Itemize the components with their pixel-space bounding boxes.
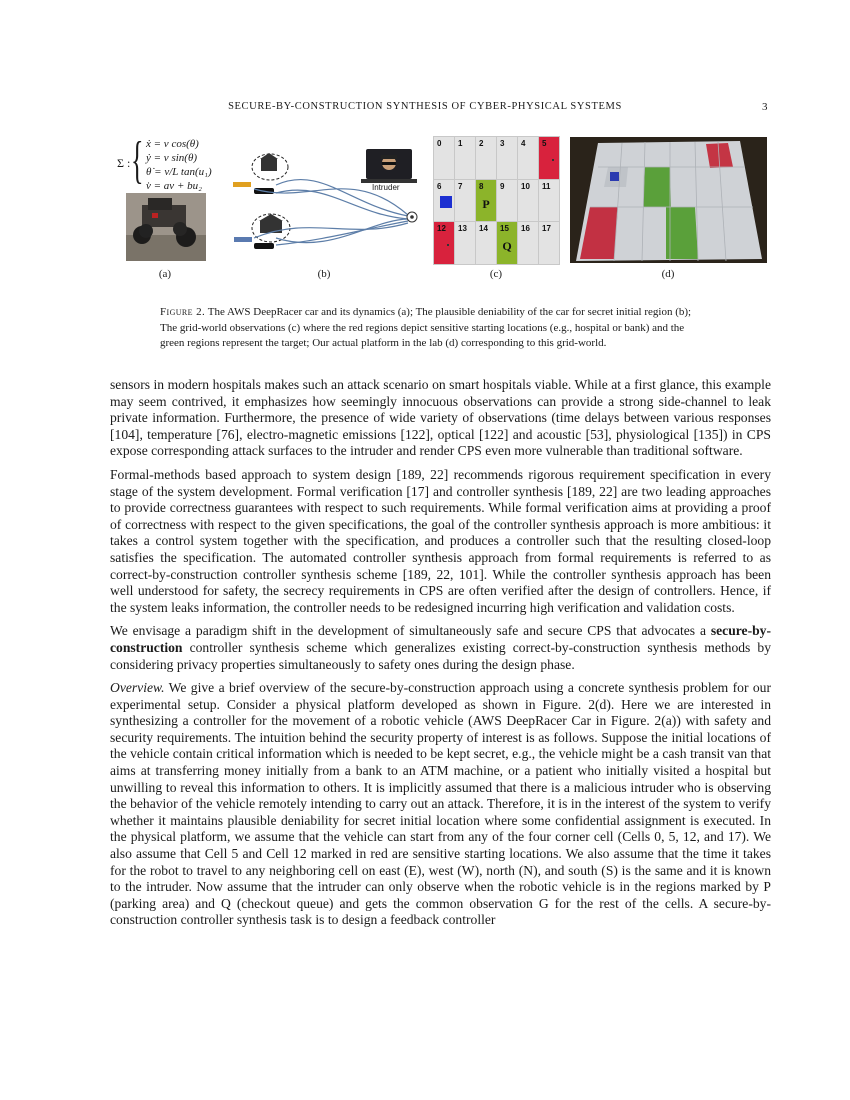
grid-cell-14 [476, 222, 496, 264]
paragraph [110, 623, 771, 673]
start-square-icon [440, 196, 452, 208]
grid-cell-3 [497, 137, 517, 179]
subfigure-label-b: (b) [317, 268, 331, 280]
grid-cell-number: 7 [458, 181, 463, 191]
grid-cell-number: 3 [500, 139, 505, 148]
grid-region-label: P [482, 196, 490, 211]
dynamics-equations [117, 132, 237, 195]
grid-cell-number: 8 [479, 181, 484, 191]
grid-cell-4 [518, 137, 538, 179]
equation-line: ẋ = v cos(θ) [146, 138, 199, 150]
paragraph-text: We envisage a paradigm shift in the development of simultaneously safe and secure CPS that advocates a [110, 623, 706, 639]
grid-cell-number: 1 [458, 139, 463, 148]
running-head: SECURE-BY-CONSTRUCTION SYNTHESIS OF CYBER-PHYSICAL SYSTEMS [228, 101, 622, 112]
grid-cell-2 [476, 137, 496, 179]
car-icon [126, 193, 206, 261]
grid-region-label: Q [502, 239, 512, 254]
grid-cell-1 [455, 137, 475, 179]
grid-cell-10 [518, 180, 538, 222]
grid-cell-number: 5 [542, 139, 547, 148]
lab-floor-icon [570, 137, 767, 263]
deniability-diagram [230, 145, 420, 260]
equation-line: θ̇ = v/L tan(u₁) [146, 166, 212, 178]
subfigure-label-a: (a) [158, 268, 172, 280]
lab-platform-photo [570, 137, 767, 263]
grid-cell-6 [434, 180, 454, 222]
grid-cell-15 [497, 222, 517, 264]
paragraph: Formal-methods based approach to system design [189, 22] recommends rigorous requirement specification in every stage of the system development. Formal verification [17] and controller synthesis [189, 22] are two leading approaches to provide correctness guarantees with respect to such requirements. While formal verification aims at providing a proof of correctness with respect to the given specifications, the goal of the controller synthesis approach is more ambitious: it takes a control system together with the specification, and produces a controller such that the resulting closed-loop satisfies the specification. The automated controller synthesis approach from formal requirements is referred to as correct-by-construction controller synthesis scheme [189, 22, 101]. While the controller synthesis approach has been well understood for safety, the secrecy requirements in CPS are often verified after the design of controllers. Hence, if the system leaks information, the controller needs to be redesigned incurring high verification and validation costs. [110, 466, 771, 615]
grid-cell-0 [434, 137, 454, 179]
figure-label: Figure 2. [160, 306, 206, 318]
grid-cell-number: 11 [542, 181, 551, 191]
hospital-icon [260, 221, 282, 233]
grid-cell-13 [455, 222, 475, 264]
paragraph [110, 680, 771, 929]
bank-icon [261, 159, 277, 171]
paragraph: sensors in modern hospitals makes such an attack scenario on smart hospitals viable. While at a first glance, this example may seem contrived, it emphasizes how seemingly innocuous observations can provide a strong side-channel to leak private information. Furthermore, the presence of wide variety of observations (time delays between various responses [104], temperature [76], electro-magnetic emissions [122], optical [122] and acoustic [53], physiological [135]) in CPS expose corresponding attack surfaces to the intruder and render CPS even more vulnerable than traditional software. [110, 377, 771, 459]
grid-cell-7 [455, 180, 475, 222]
deepracer-car-photo [126, 193, 206, 261]
car-icon [233, 182, 251, 187]
grid-cell-number: 10 [521, 181, 530, 191]
grid-world [433, 136, 560, 265]
equation-line: ẏ = v sin(θ) [146, 152, 198, 164]
page-number: 3 [762, 101, 768, 113]
grid-cell-16 [518, 222, 538, 264]
emphasis-term: secure-by-construction [110, 623, 771, 655]
subfigure-label-d: (d) [661, 268, 675, 280]
grid-cell-number: 13 [458, 224, 467, 234]
cell-dot-icon [552, 159, 554, 161]
car-icon [234, 237, 252, 242]
sigma-symbol: Σ : [117, 156, 131, 170]
grid-cell-12 [434, 222, 454, 264]
trajectory-line [276, 221, 408, 245]
paragraph-text: We give a brief overview of the secure-by-construction approach using a concrete synthesis problem for our experimental setup. Consider a physical platform developed as shown in Figure. 2(d). Here we are interested in synthesizing a controller for the movement of a robotic vehicle (AWS DeepRacer Car in Figure. 2(a)) with safety and security requirements. The intuition behind the security property of interest is as follows. Suppose the initial locations of the vehicle contain critical information which is needed to be kept secret, e.g., the vehicle might be a cash transit van that aims at transferring money initially from a bank to an ATM machine, or a patient who initially visited a hospital but unwilling to reveal this information to others. It is implicitly assumed that there is a malicious intruder who is observing the behavior of the vehicle remotely intending to carry out an attack. Therefore, it is in the interest of the system to verify whether it maintains plausible deniability for secret initial location where some confidential assignment is executed. In the physical platform, we assume that the vehicle can start from any of the four corner cell (Cells 0, 5, 12, and 17). We also assume that Cell 5 and Cell 12 marked in red are sensitive starting locations. We also assume that the time it takes for the robot to travel to any neighboring cell on east (E), west (W), north (N), and south (S) is the same and it is known to the intruder. Now assume that the intruder can only observe when the robotic vehicle is in the regions marked by P (parking area) and Q (checkout queue) and gets the common observation G for the rest of the cells. A secure-by-construction controller synthesis task is to design a feedback controller [110, 680, 771, 928]
grid-cell-number: 0 [437, 139, 442, 148]
figure-caption [160, 305, 692, 352]
cell-dot-icon [447, 244, 449, 246]
grid-cell-number: 15 [500, 224, 509, 234]
grid-cell-number: 16 [521, 224, 530, 234]
grid-cell-5 [539, 137, 559, 179]
trajectory-line [276, 219, 408, 243]
equation-line: v̇ = av + bu₂ [146, 180, 202, 192]
grid-cell-number: 17 [542, 224, 551, 234]
grid-cell-11 [539, 180, 559, 222]
trajectory-diagram [230, 145, 420, 260]
subfigure-label-c: (c) [489, 268, 503, 280]
grid-cell-9 [497, 180, 517, 222]
grid-cell-8 [476, 180, 496, 222]
grid-cell-number: 6 [437, 181, 442, 191]
grid-cell-number: 14 [479, 224, 488, 234]
car-icon [254, 243, 274, 249]
body-text [110, 377, 771, 936]
grid-cell-number: 12 [437, 224, 446, 234]
grid-cell-number: 4 [521, 139, 526, 148]
trajectory-line [276, 190, 408, 219]
grid-cell-number: 9 [500, 181, 505, 191]
grid-cell-number: 2 [479, 139, 484, 148]
intruder-label: Intruder [372, 183, 400, 192]
trajectory-line [254, 189, 408, 215]
paragraph-lead: Overview. [110, 680, 165, 696]
brace-icon: { [131, 132, 144, 189]
grid-cell-17 [539, 222, 559, 264]
paragraph-text: controller synthesis scheme which generalizes existing correct-by-construction synthesis methods by considering privacy properties simultaneously to safety ones during the design phase. [110, 639, 771, 672]
figure-caption-text: The AWS DeepRacer car and its dynamics (a); The plausible deniability of the car for secret initial region (b); The grid-world observations (c) where the red regions depict sensitive starting locations (e.g., hospital or bank) and the green regions represent the target; Our actual platform in the lab (d) corresponding to this grid-world. [160, 306, 692, 350]
